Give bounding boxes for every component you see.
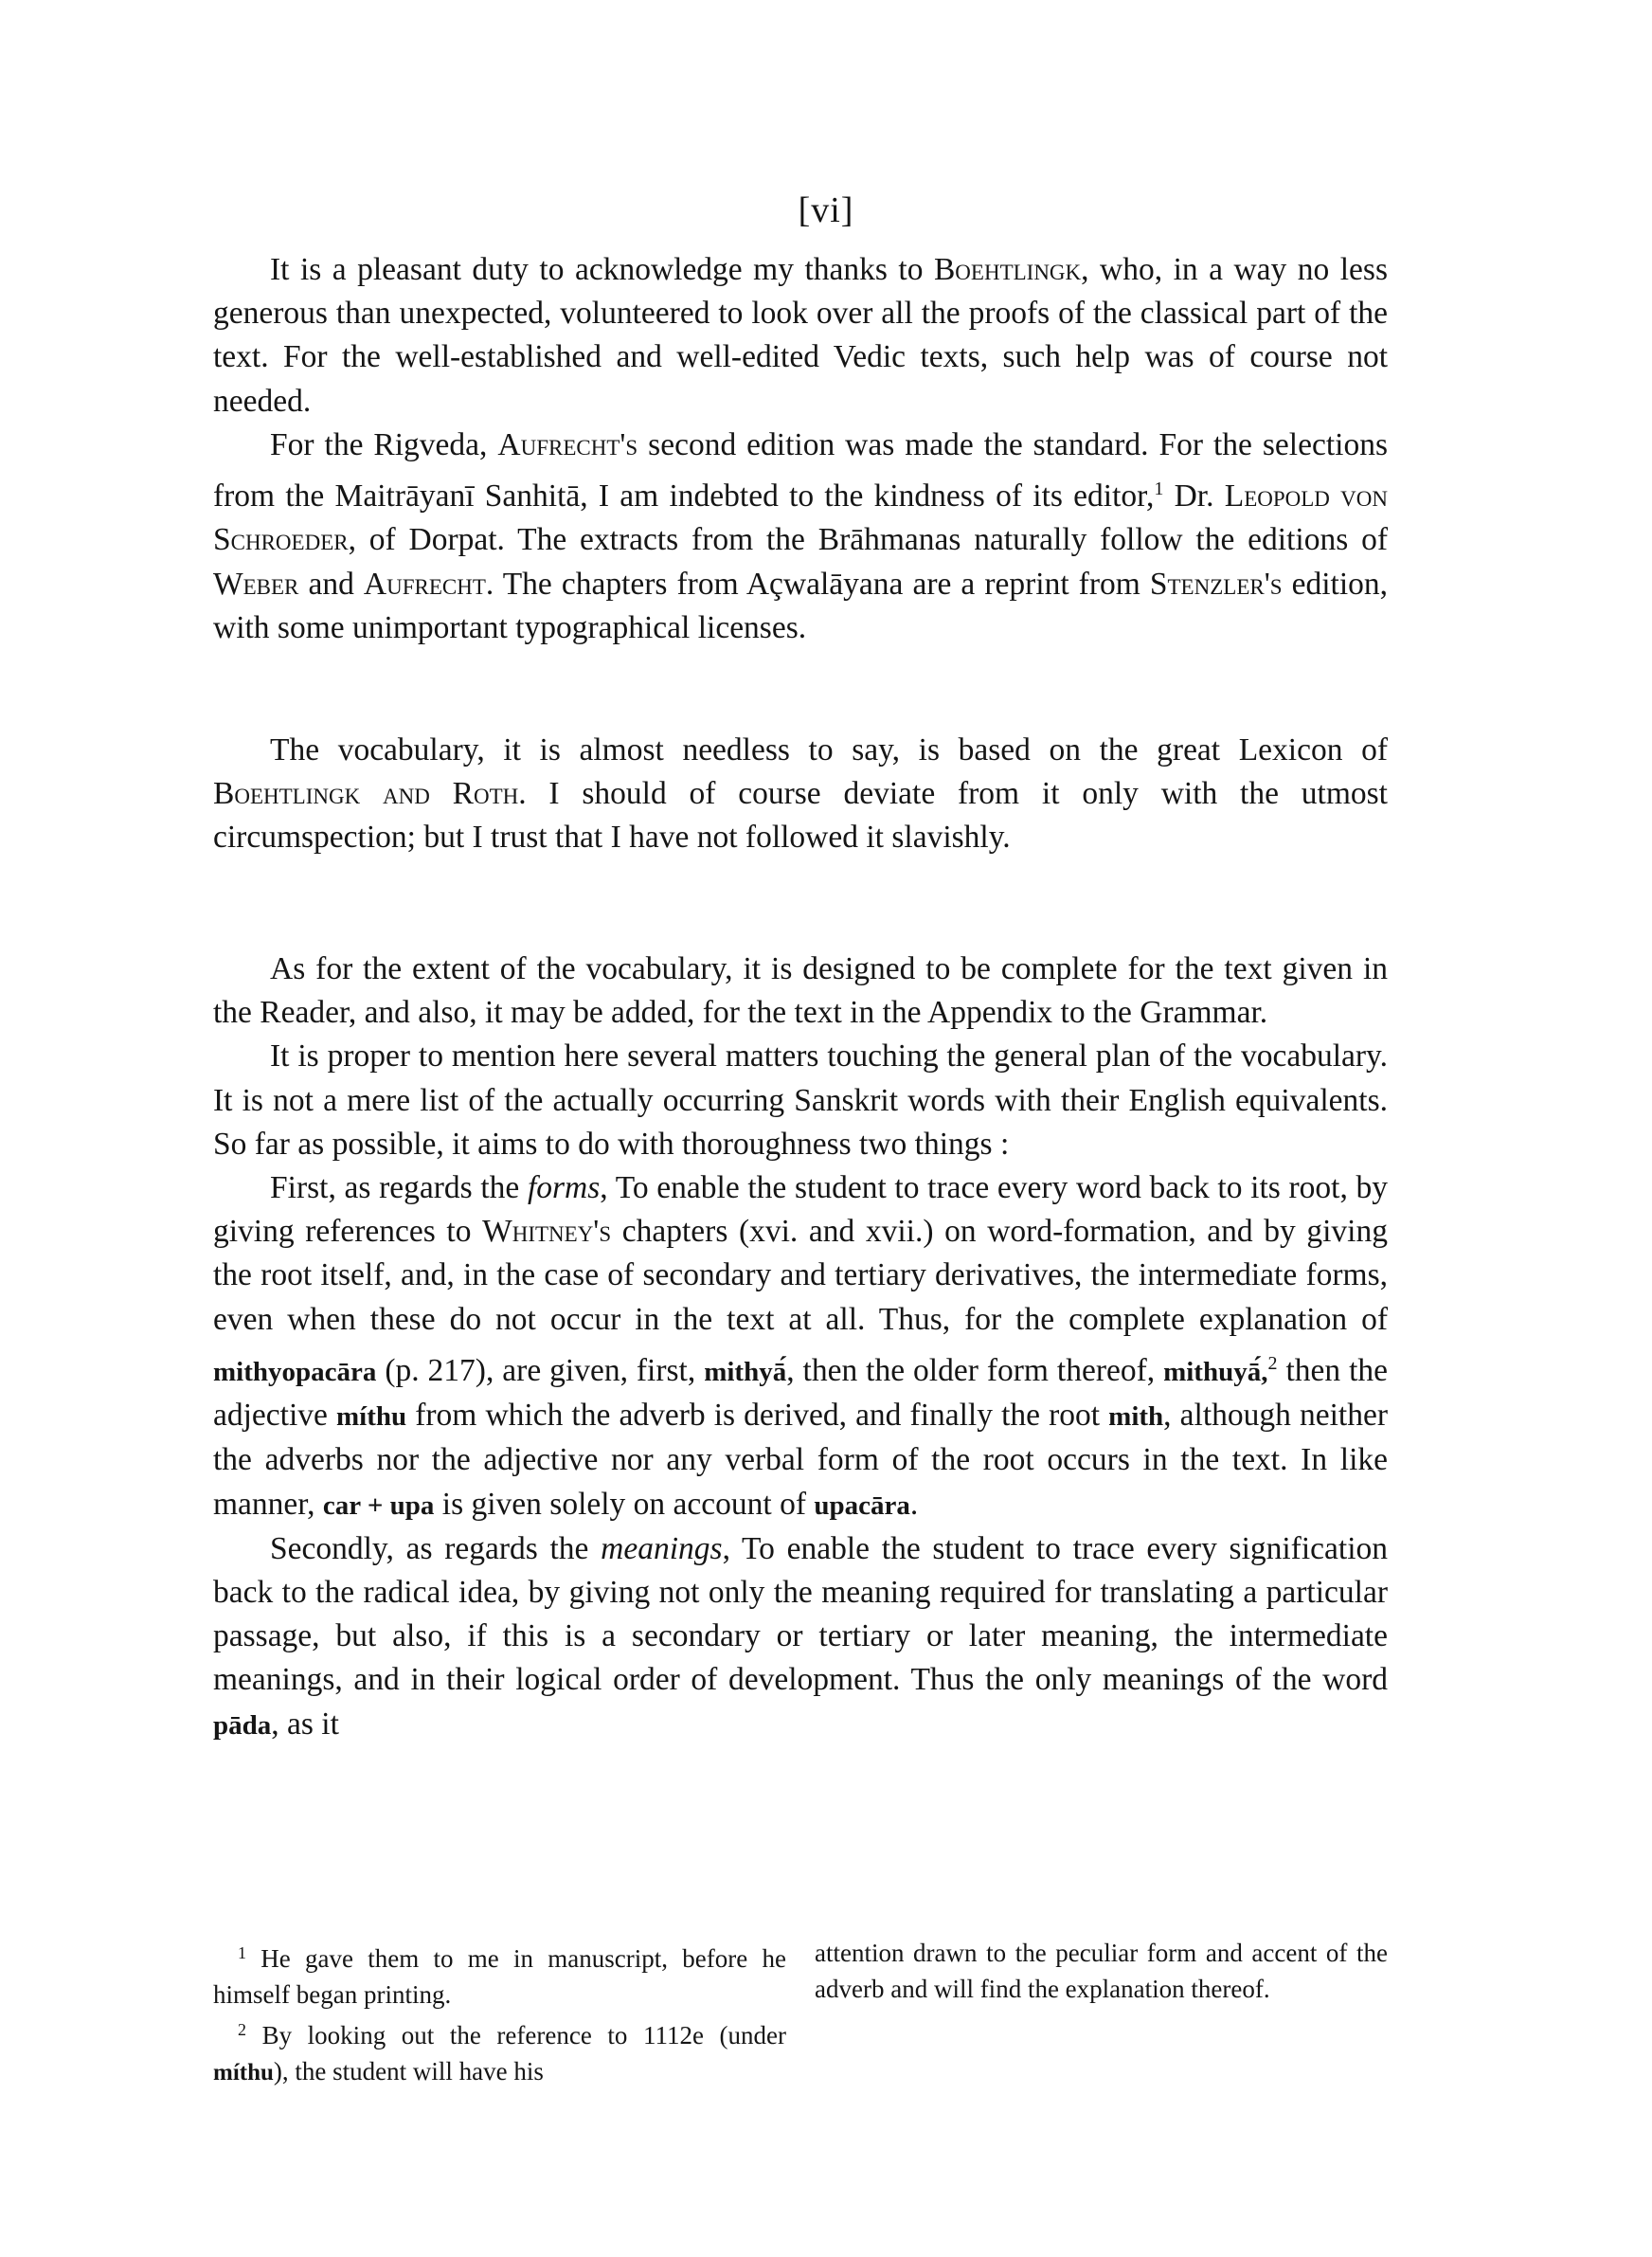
paragraph (213, 424, 1388, 650)
sanskrit-term: car + upa (322, 1490, 435, 1521)
footnote-2-continued: attention drawn to the peculiar form and accent of the adverb and will find the explanation thereof. (815, 1939, 1388, 2003)
author-name: Weber (213, 566, 299, 602)
text-run: , although neither the adverbs nor the adjective nor any verbal form of the root occurs in the text. In like manner, (213, 1398, 1388, 1522)
text-run: First, as regards the (270, 1170, 528, 1206)
text-run: It is a pleasant duty to acknowledge my thanks to (270, 252, 934, 287)
text-run: , To enable the student to trace every word back to its root, by giving references to (213, 1170, 1388, 1250)
footnotes (213, 1936, 1388, 2090)
footnote-ref: 2 (1267, 1352, 1278, 1374)
text-run: . (909, 1486, 919, 1522)
text-run: The vocabulary, it is almost needless to say, is based on the great Lexicon of (270, 732, 1388, 767)
text-run: Secondly, as regards the (270, 1530, 602, 1566)
text-run: and (298, 566, 364, 602)
page-number: [vi] (798, 190, 854, 230)
footnote-1: $^1$ He gave them to me in manuscript, before he himself began printing. (213, 1943, 787, 2009)
text-run: is given solely on account of (434, 1486, 815, 1522)
sanskrit-term: mithyopacāra (213, 1356, 377, 1387)
text-run: Dr. (1163, 478, 1225, 515)
text-run: , who, in a way no less generous than unexpected, volunteered to look over all the proofs of the classical part of the text. For the well-established and well-edited Vedic texts, such help was of course not needed. (213, 252, 1388, 419)
text-run: , of Dorpat. The extracts from the Brāhmanas naturally follow the editions of (348, 522, 1388, 558)
author-name: Boehtlingk (933, 252, 1082, 287)
paragraph (213, 1035, 1388, 1166)
sanskrit-term: mithuyā́, (1163, 1356, 1268, 1387)
paragraph (213, 729, 1388, 860)
body-block-vocabulary (213, 729, 1388, 860)
text-run: chapters (xvi. and xvii.) on word-formation, and by giving the root itself, and, in the case of secondary and tertiary derivatives, the intermediate forms, even when these do not occur in the text at all. Thus, for the complete explanation of (213, 1214, 1388, 1337)
author-name: Boehtlingk and Roth (213, 776, 519, 812)
italic-term: forms (527, 1170, 601, 1206)
text-run: It is proper to mention here several matters touching the general plan of the vocabulary. It is not a mere list of the actually occurring Sanskrit words with their English equivalents. So far as possible, it aims to do with thoroughness two things : (213, 1038, 1388, 1162)
text-run: from which the adverb is derived, and finally the root (406, 1398, 1109, 1434)
sanskrit-term: pāda (213, 1709, 272, 1741)
sanskrit-term: upacāra (814, 1490, 910, 1521)
footnote-column-right (815, 1936, 1388, 2090)
body-block-acknowledgements (213, 248, 1388, 650)
author-name: Aufrecht (363, 566, 486, 602)
footnote-ref: 1 (1154, 478, 1164, 500)
paragraph (213, 1166, 1388, 1527)
text-run: (p. 217), are given, first, (376, 1352, 705, 1388)
author-name: Leopold von Schroeder (213, 478, 1389, 558)
text-run: edition, with some unimportant typographical licenses. (213, 566, 1389, 645)
sanskrit-term: mith (1108, 1401, 1164, 1433)
text-run: , then the older form thereof, (786, 1352, 1164, 1388)
text-run: , To enable the student to trace every signification back to the radical idea, by giving not only the meaning required for translating a particular passage, but also, if this is a secondary or tertiary or later meaning, the intermediate meanings, and in their logical order of development. Thus the only meanings of the word (213, 1530, 1389, 1698)
text-run: , as it (271, 1706, 339, 1742)
paragraph (213, 248, 1388, 424)
body-block-extent (213, 948, 1388, 1747)
text-run: . The chapters from Açwalāyana are a reprint from (485, 566, 1150, 602)
author-name: Whitney's (482, 1214, 612, 1250)
paragraph (213, 948, 1388, 1035)
sanskrit-term: míthu (336, 1401, 407, 1433)
author-name: Stenzler's (1149, 566, 1283, 602)
text-run: For the Rigveda, (270, 426, 498, 462)
italic-term: meanings (601, 1530, 723, 1566)
text-run: . I should of course deviate from it only with the utmost circumspection; but I trust that I have not followed it slavishly. (213, 776, 1388, 856)
text-run: second edition was made the standard. For the selections from the Maitrāyanī Sanhitā, I am indebted to the kindness of its editor, (213, 426, 1388, 515)
text-run: As for the extent of the vocabulary, it is designed to be complete for the text given in the Reader, and also, it may be added, for the text in the Appendix to the Grammar. (213, 951, 1388, 1031)
sanskrit-term: mithyā́ (704, 1356, 787, 1387)
paragraph (213, 1527, 1388, 1747)
footnote-2: $^2$ By looking out the reference to 1112e (under míthu), the student will have his (213, 2020, 787, 2085)
text-run: then the adjective (213, 1352, 1388, 1434)
footnote-column-left (213, 1936, 786, 2090)
author-name: Aufrecht's (497, 426, 638, 462)
